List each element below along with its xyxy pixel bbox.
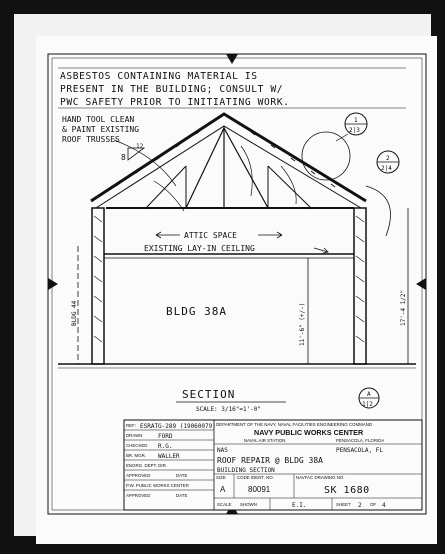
tb-date2-label: DATE — [176, 493, 188, 498]
truss-leader-2 — [241, 146, 252, 196]
tb-navfac-label: NAVFAC DRAWING NO. — [296, 475, 345, 480]
section-scale: SCALE: 3/16"=1'-0" — [196, 406, 262, 413]
tb-drawing-no: SK 1680 — [324, 485, 370, 496]
truss-leader-3 — [281, 166, 296, 204]
tb-pwc-label: P.W. PUBLIC WORKS CENTER — [126, 483, 189, 488]
ceiling-arrow — [314, 248, 328, 253]
attic-space-label: ATTIC SPACE — [184, 231, 237, 240]
truss-note-line-2: & PAINT EXISTING — [62, 125, 140, 134]
tb-location: PENSACOLA, FL — [336, 447, 383, 454]
detail-2-callout-arc — [366, 186, 391, 236]
total-height-label: 17'-4 1/2" — [400, 289, 407, 326]
wall-right — [354, 208, 366, 364]
tb-of-label: OF — [370, 502, 377, 507]
section-title: SECTION — [182, 388, 236, 401]
truss-note-line-1: HAND TOOL CLEAN — [62, 115, 135, 124]
slope-run: 12 — [136, 143, 144, 150]
tb-scale-value: SHOWN — [240, 502, 257, 507]
truss-leader-1 — [154, 181, 184, 211]
truss-web-left — [186, 128, 224, 208]
tb-engr-label: ENGRG. DEPT. DIR. — [126, 463, 167, 468]
asbestos-note-line-3: PWC SAFETY PRIOR TO INITIATING WORK. — [60, 97, 290, 108]
left-center-mark — [48, 278, 58, 290]
tb-dept: DEPARTMENT OF THE NAVY, NAVAL FACILITIES ENGINEERING COMMAND — [216, 422, 373, 427]
section-mark-sheet: 1|2 — [362, 401, 373, 408]
tb-center: NAVY PUBLIC WORKS CENTER — [254, 428, 364, 437]
tb-project: ROOF REPAIR @ BLDG 38A — [217, 456, 323, 465]
ceiling-height-label: 11'-6" (+/-) — [299, 302, 306, 346]
tb-brmgr-label: BR. MGR. — [126, 453, 147, 458]
tb-checked-value: R.G. — [158, 443, 173, 450]
tb-ref-value: ESRATG-289 (19060079) — [140, 423, 216, 430]
tb-sheet-title: BUILDING SECTION — [217, 467, 275, 474]
tb-drawn-label: DRAWN — [126, 433, 143, 438]
tb-size-label: SIZE — [216, 475, 226, 480]
tb-of-value: 4 — [382, 502, 386, 509]
detail-1-sheet: 2|3 — [349, 127, 360, 134]
print-mat — [14, 14, 431, 536]
tb-sheet-value: 2 — [358, 502, 362, 509]
top-center-mark — [226, 54, 238, 64]
slope-rise: 8 — [121, 153, 126, 162]
roof-inner-line — [96, 126, 361, 208]
asbestos-note-line-1: ASBESTOS CONTAINING MATERIAL IS — [60, 71, 258, 82]
asbestos-note-line-2: PRESENT IN THE BUILDING; CONSULT W/ — [60, 84, 284, 95]
tb-drawn-value: FORD — [158, 433, 173, 440]
wall-left — [92, 208, 104, 364]
adjacent-building-label: BLDG 44 — [71, 300, 78, 326]
ceiling-label: EXISTING LAY-IN CEILING — [144, 244, 255, 253]
tb-code-label: CODE IDENT. NO. — [237, 475, 274, 480]
tb-scale-label: SCALE — [217, 502, 232, 507]
section-mark-letter: A — [367, 391, 371, 398]
truss-web-right — [224, 128, 268, 208]
tb-sheet-label: SHEET — [336, 502, 351, 507]
right-center-mark — [416, 278, 426, 290]
detail-1-callout-circle — [302, 132, 350, 180]
tb-nas: NAS — [217, 447, 228, 454]
tb-checked-label: CHECKED — [126, 443, 148, 448]
tb-date-label: DATE — [176, 473, 188, 478]
detail-2-number: 2 — [386, 155, 390, 162]
tb-brmgr-value: WALLER — [158, 453, 180, 460]
tb-size-value: A — [220, 485, 226, 494]
drawing-canvas — [36, 36, 437, 544]
building-label: BLDG 38A — [166, 305, 227, 318]
tb-city: PENSACOLA, FLORIDA — [336, 438, 385, 443]
tb-approved2-label: APPROVED — [126, 493, 151, 498]
tb-ei-value: E.I. — [292, 502, 307, 509]
tb-approved-label: APPROVED — [126, 473, 151, 478]
truss-note-line-3: ROOF TRUSSES — [62, 135, 120, 144]
drawing-sheet — [36, 36, 437, 544]
detail-2-sheet: 2|4 — [381, 165, 392, 172]
tb-code-value: 80091 — [248, 485, 271, 494]
detail-1-number: 1 — [354, 117, 358, 124]
truss-web-right-diag — [268, 166, 311, 208]
tb-station: NAVAL AIR STATION — [244, 438, 286, 443]
tb-ref-label: REF: — [126, 423, 137, 428]
